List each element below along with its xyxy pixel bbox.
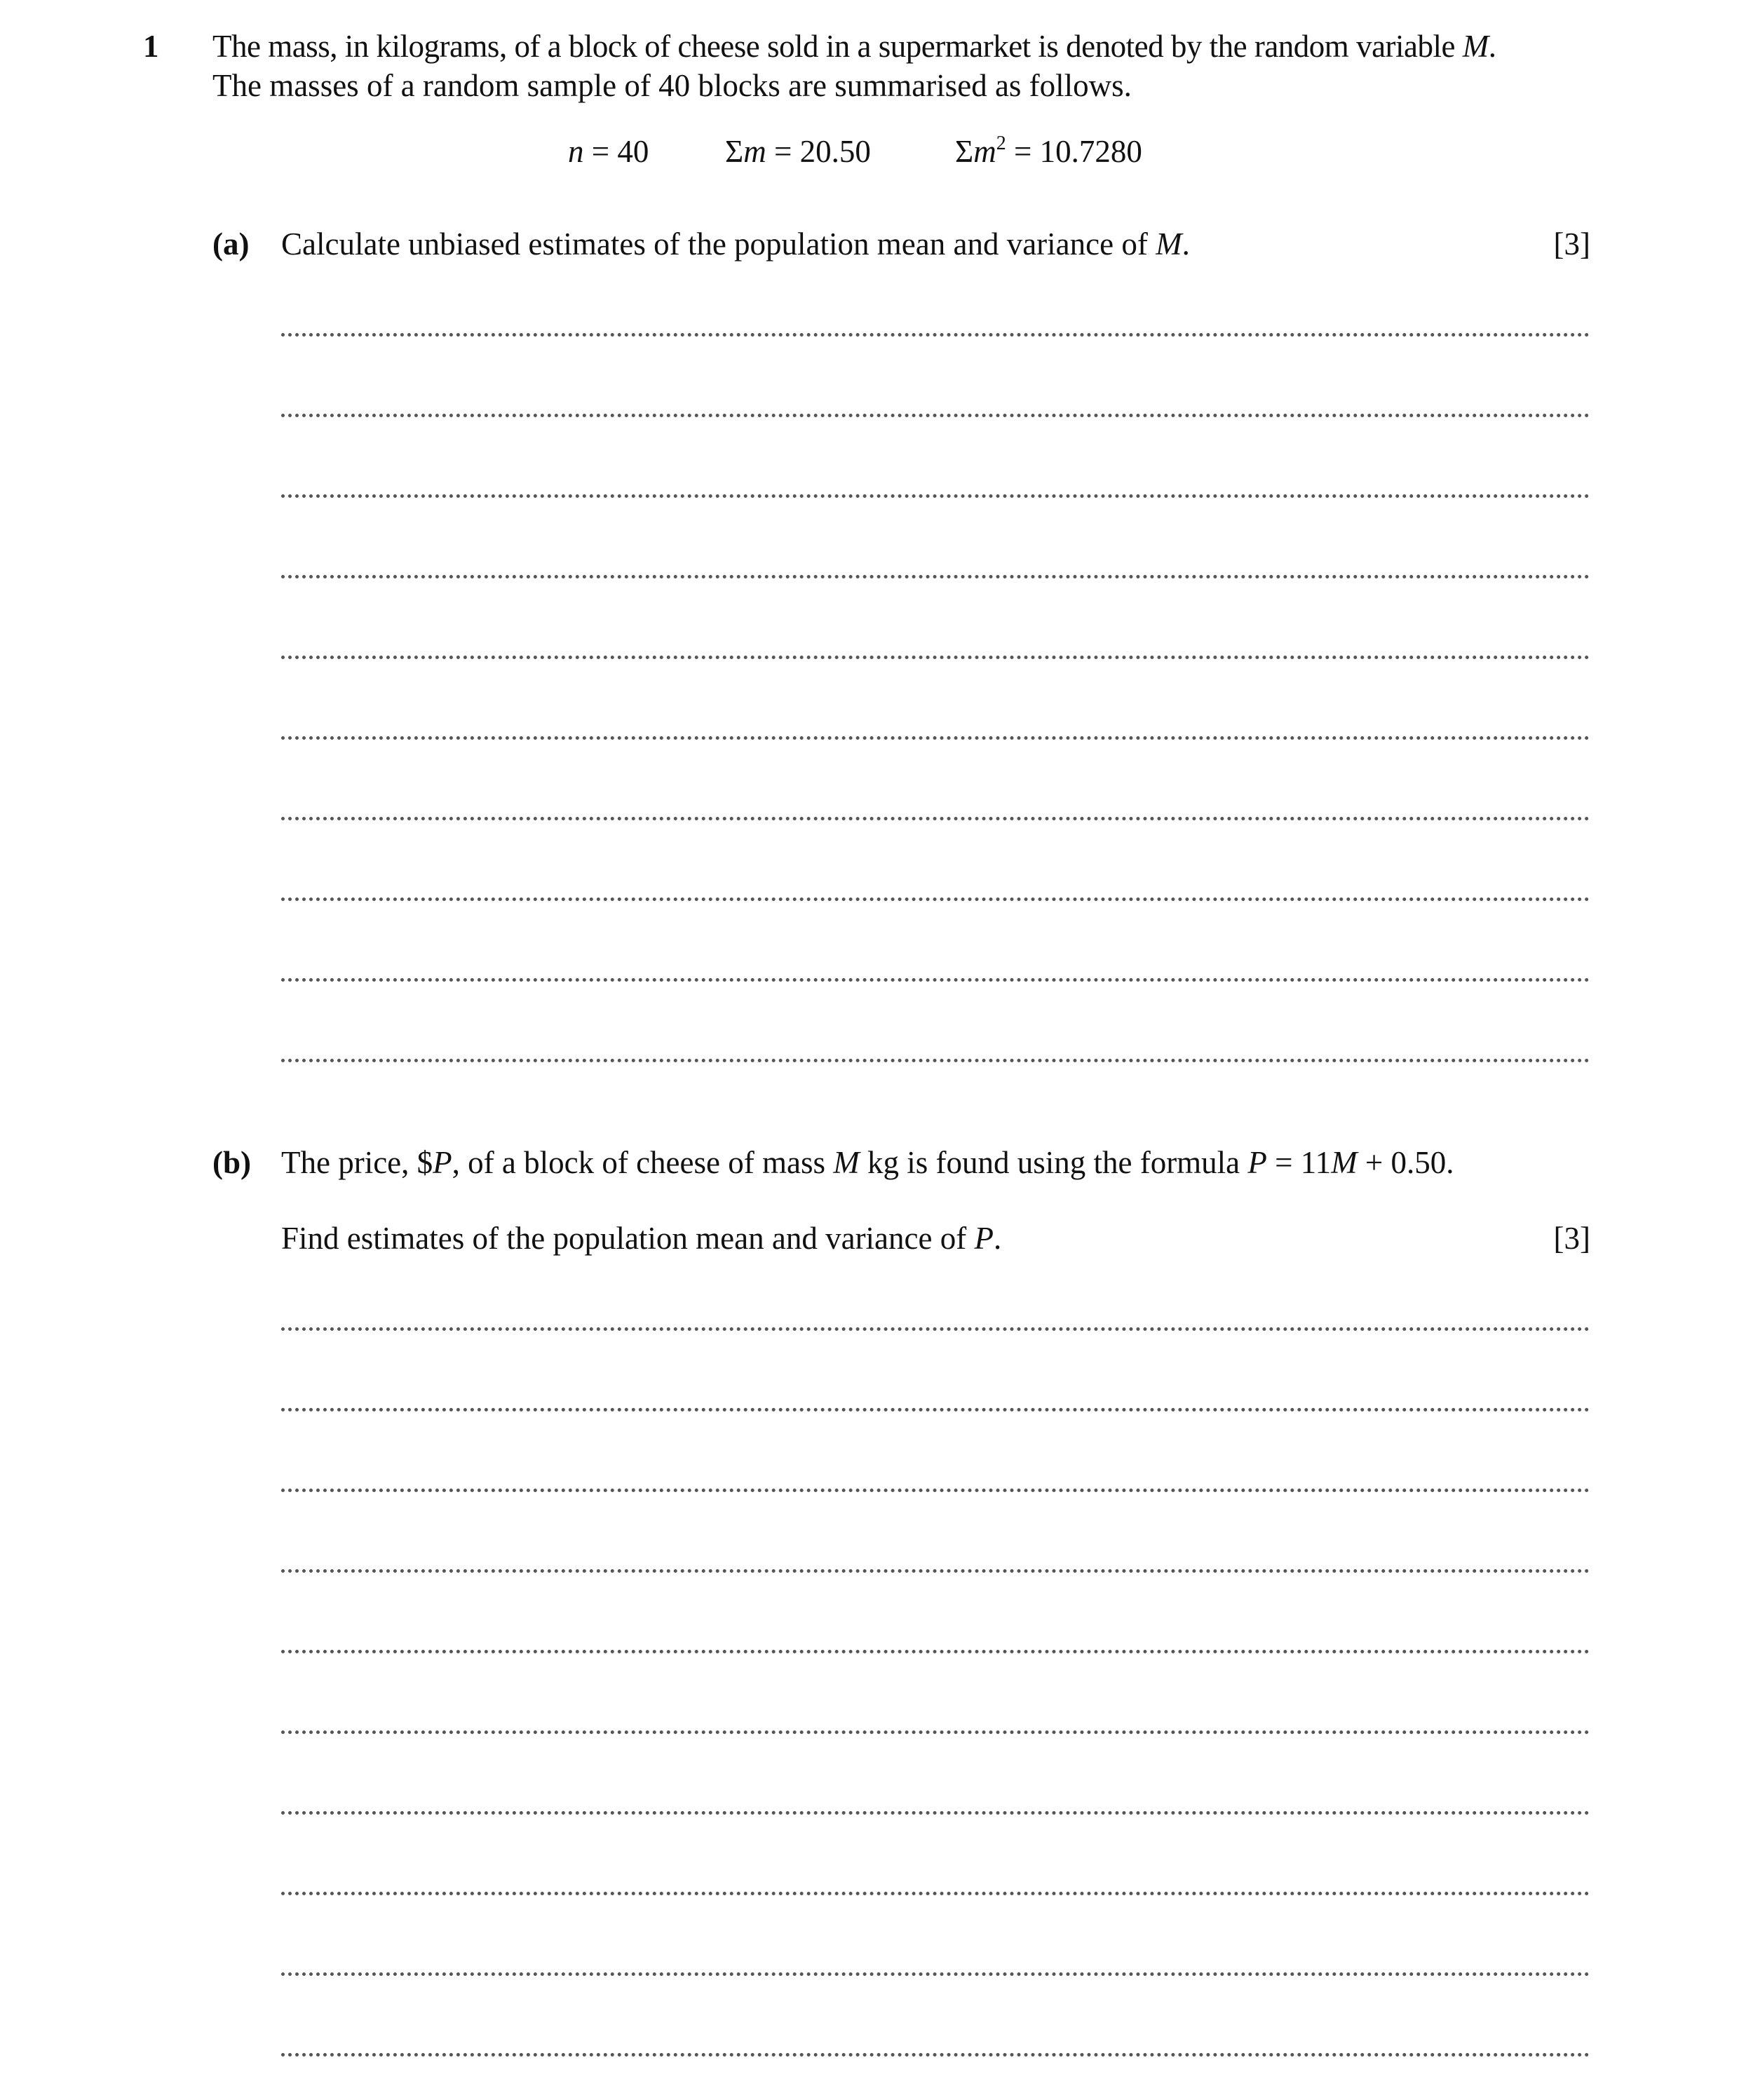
part-b-text: The price, $	[281, 1145, 433, 1180]
part-a-text	[281, 224, 1190, 264]
answer-line[interactable]	[281, 656, 1590, 659]
stat-sum-m-squared	[955, 130, 1142, 172]
answer-line[interactable]	[281, 575, 1590, 578]
part-a-marks: [3]	[1553, 226, 1590, 262]
answer-line[interactable]	[281, 1489, 1590, 1492]
stem-line-1	[212, 27, 1601, 66]
answer-line[interactable]	[281, 1730, 1590, 1734]
part-b-line-2	[281, 1219, 1001, 1258]
n-symbol: n	[568, 134, 584, 169]
stem-variable: M	[1462, 29, 1489, 64]
question-number: 1	[143, 29, 159, 64]
answer-line[interactable]	[281, 1811, 1590, 1815]
part-b-var-p: P	[433, 1145, 452, 1180]
answer-line[interactable]	[281, 1650, 1590, 1653]
part-b-label: (b)	[212, 1145, 251, 1180]
answer-line[interactable]	[281, 1059, 1590, 1062]
answer-line[interactable]	[281, 897, 1590, 901]
answer-line[interactable]	[281, 1892, 1590, 1895]
stat-n	[568, 130, 649, 172]
part-b-marks: [3]	[1553, 1221, 1590, 1256]
part-b-formula-end: + 0.50.	[1357, 1145, 1454, 1180]
answer-line[interactable]	[281, 414, 1590, 417]
part-b-text: kg is found using the formula	[859, 1145, 1248, 1180]
answer-line[interactable]	[281, 333, 1590, 337]
answer-line[interactable]	[281, 1972, 1590, 1976]
answer-line[interactable]	[281, 736, 1590, 740]
answer-line[interactable]	[281, 2053, 1590, 2057]
question-stem	[212, 27, 1601, 105]
part-a-variable: M	[1156, 226, 1182, 262]
stem-punct: .	[1488, 29, 1496, 64]
part-b-line-1	[281, 1143, 1454, 1182]
part-b-var-p: P	[1247, 1145, 1267, 1180]
part-b-formula: = 11	[1266, 1145, 1332, 1180]
answer-line[interactable]	[281, 1569, 1590, 1573]
answer-line[interactable]	[281, 817, 1590, 820]
answer-line[interactable]	[281, 1327, 1590, 1331]
summary-statistics	[0, 130, 1739, 172]
sigma-symbol: Σ	[725, 134, 744, 169]
answer-line[interactable]	[281, 1408, 1590, 1411]
sumsq-value: = 10.7280	[1006, 134, 1142, 169]
part-b-prompt: Find estimates of the population mean and variance of	[281, 1221, 975, 1256]
stem-text: The mass, in kilograms, of a block of cheese sold in a supermarket is denoted by the random variable	[212, 29, 1463, 64]
sum-variable: m	[743, 134, 766, 169]
part-b-punct: .	[993, 1221, 1002, 1256]
stat-sum-m	[725, 130, 871, 172]
answer-line[interactable]	[281, 978, 1590, 982]
part-b-variable: P	[974, 1221, 994, 1256]
n-value: = 40	[583, 134, 649, 169]
sumsq-power: 2	[996, 133, 1006, 154]
sumsq-variable: m	[973, 134, 996, 169]
part-b-text: , of a block of cheese of mass	[452, 1145, 834, 1180]
stem-line-2: The masses of a random sample of 40 blocks are summarised as follows.	[212, 68, 1132, 103]
part-a-prompt: Calculate unbiased estimates of the population mean and variance of	[281, 226, 1156, 262]
part-b-var-m: M	[1331, 1145, 1358, 1180]
answer-line[interactable]	[281, 494, 1590, 498]
sigma-symbol: Σ	[955, 134, 974, 169]
part-a-label: (a)	[212, 226, 250, 262]
part-a-punct: .	[1182, 226, 1190, 262]
sum-value: = 20.50	[766, 134, 871, 169]
part-b-var-m: M	[833, 1145, 860, 1180]
